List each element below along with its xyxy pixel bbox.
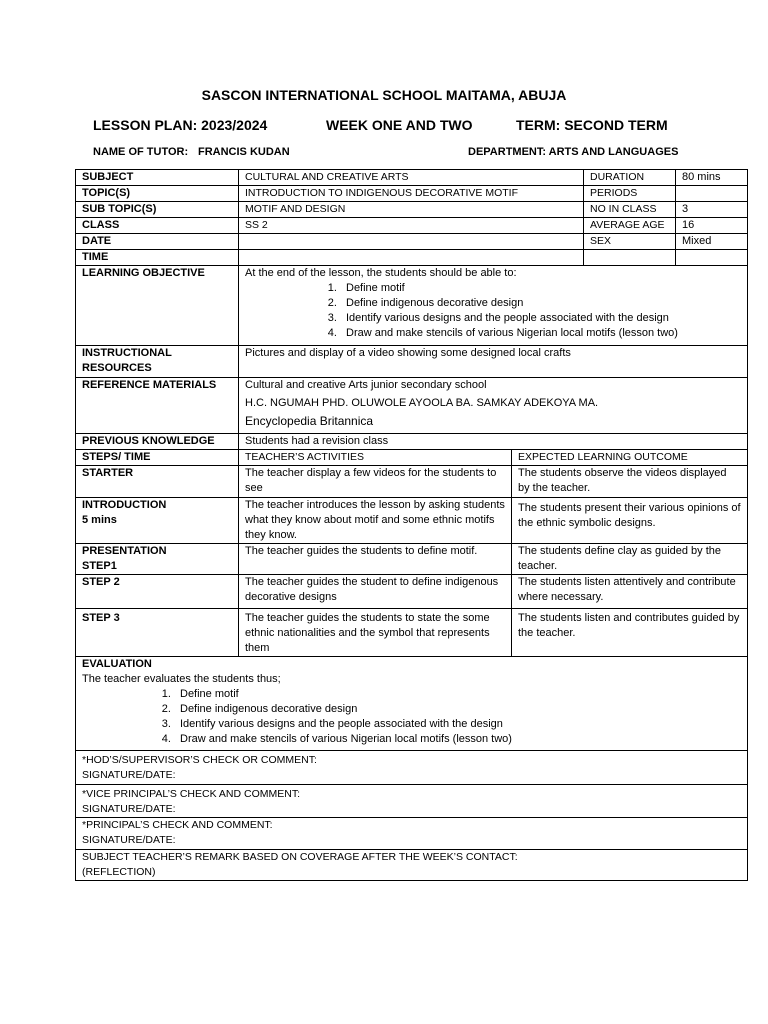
objective-item: 4. Draw and make stencils of various Nigerian local motifs (lesson two) — [340, 326, 741, 341]
evaluation-label: EVALUATION — [82, 658, 152, 670]
objective-item: 3. Identify various designs and the people associated with the design — [340, 311, 741, 326]
objective-item: 1. Define motif — [340, 281, 741, 296]
reflection-row — [76, 850, 748, 881]
lesson-plan-year: LESSON PLAN: 2023/2024 — [93, 117, 268, 133]
evaluation-item: 4. Draw and make stencils of various Nigerian local motifs (lesson two) — [174, 732, 741, 747]
topic-label: TOPIC(S) — [76, 186, 239, 202]
step-label — [76, 498, 239, 544]
step-row — [76, 575, 748, 609]
step-time: 5 mins — [82, 514, 117, 526]
class-label: CLASS — [76, 218, 239, 234]
info-row-topic — [76, 186, 748, 202]
teacher-activities-header: TEACHER’S ACTIVITIES — [239, 450, 512, 466]
step-name: STEP 3 — [82, 612, 120, 624]
objective-label: LEARNING OBJECTIVE — [76, 266, 239, 346]
department: DEPARTMENT: ARTS AND LANGUAGES — [468, 146, 679, 158]
previous-value: Students had a revision class — [239, 434, 748, 450]
periods-label: PERIODS — [584, 186, 676, 202]
expected-outcome: The students present their various opinions of the ethnic symbolic designs. — [512, 498, 748, 544]
info-row-subject — [76, 170, 748, 186]
resources-label: INSTRUCTIONAL RESOURCES — [76, 346, 239, 378]
objective-item: 2. Define indigenous decorative design — [340, 296, 741, 311]
principal-check-title: *PRINCIPAL’S CHECK AND COMMENT: — [82, 819, 273, 831]
info-row-date — [76, 234, 748, 250]
expected-outcome-header: EXPECTED LEARNING OUTCOME — [512, 450, 748, 466]
principal-signature: SIGNATURE/DATE: — [82, 834, 176, 846]
teacher-activity: The teacher guides the student to define indigenous decorative designs — [239, 575, 512, 609]
teacher-activity: The teacher guides the students to state the some ethnic nationalities and the symbol that represents them — [239, 609, 512, 657]
reflection-cell — [76, 850, 748, 881]
time-label: TIME — [76, 250, 239, 266]
step-name: STARTER — [82, 467, 134, 479]
time-value — [239, 250, 584, 266]
duration-label: DURATION — [584, 170, 676, 186]
step-label — [76, 544, 239, 575]
hod-check-cell — [76, 751, 748, 785]
principal-check-cell — [76, 818, 748, 850]
lesson-plan-table — [75, 169, 748, 881]
evaluation-row — [76, 657, 748, 751]
hod-check-title: *HOD’S/SUPERVISOR’S CHECK OR COMMENT: — [82, 754, 317, 766]
step-row — [76, 498, 748, 544]
step-sub: STEP1 — [82, 560, 117, 572]
step-label — [76, 609, 239, 657]
reflection-label: (REFLECTION) — [82, 866, 156, 878]
teacher-activity: The teacher guides the students to define motif. — [239, 544, 512, 575]
time-empty-1 — [584, 250, 676, 266]
subject-value: CULTURAL AND CREATIVE ARTS — [239, 170, 584, 186]
class-value: SS 2 — [239, 218, 584, 234]
teacher-activity: The teacher introduces the lesson by asking students what they know about motif and some ethnic motifs they know. — [239, 498, 512, 544]
lesson-term: TERM: SECOND TERM — [516, 117, 668, 133]
objective-list — [245, 281, 741, 341]
step-name: STEP 2 — [82, 576, 120, 588]
sex-label: SEX — [584, 234, 676, 250]
objective-row — [76, 266, 748, 346]
previous-row — [76, 434, 748, 450]
vp-check-row — [76, 785, 748, 818]
info-row-time — [76, 250, 748, 266]
step-label — [76, 466, 239, 498]
step-label — [76, 575, 239, 609]
evaluation-item: 2. Define indigenous decorative design — [174, 702, 741, 717]
evaluation-intro: The teacher evaluates the students thus; — [82, 673, 281, 685]
references-cell — [239, 378, 748, 434]
subtopic-label: SUB TOPIC(S) — [76, 202, 239, 218]
periods-value — [676, 186, 748, 202]
reference-line: Cultural and creative Arts junior secondary school — [245, 379, 487, 391]
tutor-label: NAME OF TUTOR: — [93, 146, 189, 158]
objective-cell — [239, 266, 748, 346]
expected-outcome: The students listen attentively and contribute where necessary. — [512, 575, 748, 609]
evaluation-item: 1. Define motif — [174, 687, 741, 702]
info-row-subtopic — [76, 202, 748, 218]
step-row — [76, 609, 748, 657]
school-title: SASCON INTERNATIONAL SCHOOL MAITAMA, ABUJA — [201, 87, 567, 103]
tutor-name: FRANCIS KUDAN — [198, 146, 290, 158]
steps-label: STEPS/ TIME — [76, 450, 239, 466]
subtopic-value: MOTIF AND DESIGN — [239, 202, 584, 218]
reflection-title: SUBJECT TEACHER’S REMARK BASED ON COVERAGE AFTER THE WEEK’S CONTACT: — [82, 851, 518, 863]
previous-label: PREVIOUS KNOWLEDGE — [76, 434, 239, 450]
date-value — [239, 234, 584, 250]
step-row — [76, 544, 748, 575]
topic-value: INTRODUCTION TO INDIGENOUS DECORATIVE MOTIF — [239, 186, 584, 202]
vp-signature: SIGNATURE/DATE: — [82, 803, 176, 815]
expected-outcome: The students observe the videos displayed by the teacher. — [512, 466, 748, 498]
reference-authors: H.C. NGUMAH PHD. OLUWOLE AYOOLA BA. SAMKAY ADEKOYA MA. — [245, 397, 599, 409]
resources-value: Pictures and display of a video showing some designed local crafts — [239, 346, 748, 378]
references-row — [76, 378, 748, 434]
step-name: INTRODUCTION — [82, 499, 167, 511]
lesson-week: WEEK ONE AND TWO — [326, 117, 473, 133]
subject-label: SUBJECT — [76, 170, 239, 186]
expected-outcome: The students define clay as guided by the teacher. — [512, 544, 748, 575]
reference-encyclopedia: Encyclopedia Britannica — [245, 414, 374, 428]
date-label: DATE — [76, 234, 239, 250]
references-label: REFERENCE MATERIALS — [76, 378, 239, 434]
sex-value: Mixed — [676, 234, 748, 250]
vp-check-title: *VICE PRINCIPAL’S CHECK AND COMMENT: — [82, 788, 301, 800]
evaluation-cell — [76, 657, 748, 751]
steps-header-row — [76, 450, 748, 466]
time-empty-2 — [676, 250, 748, 266]
expected-outcome: The students listen and contributes guided by the teacher. — [512, 609, 748, 657]
step-row — [76, 466, 748, 498]
step-name: PRESENTATION — [82, 545, 167, 557]
hod-check-row — [76, 751, 748, 785]
duration-value: 80 mins — [676, 170, 748, 186]
avgage-value: 16 — [676, 218, 748, 234]
principal-check-row — [76, 818, 748, 850]
vp-check-cell — [76, 785, 748, 818]
evaluation-list — [82, 687, 741, 747]
avgage-label: AVERAGE AGE — [584, 218, 676, 234]
info-row-class — [76, 218, 748, 234]
resources-row — [76, 346, 748, 378]
objective-intro: At the end of the lesson, the students should be able to: — [245, 267, 517, 279]
noinclass-value: 3 — [676, 202, 748, 218]
teacher-activity: The teacher display a few videos for the students to see — [239, 466, 512, 498]
evaluation-item: 3. Identify various designs and the people associated with the design — [174, 717, 741, 732]
noinclass-label: NO IN CLASS — [584, 202, 676, 218]
hod-signature: SIGNATURE/DATE: — [82, 769, 176, 781]
